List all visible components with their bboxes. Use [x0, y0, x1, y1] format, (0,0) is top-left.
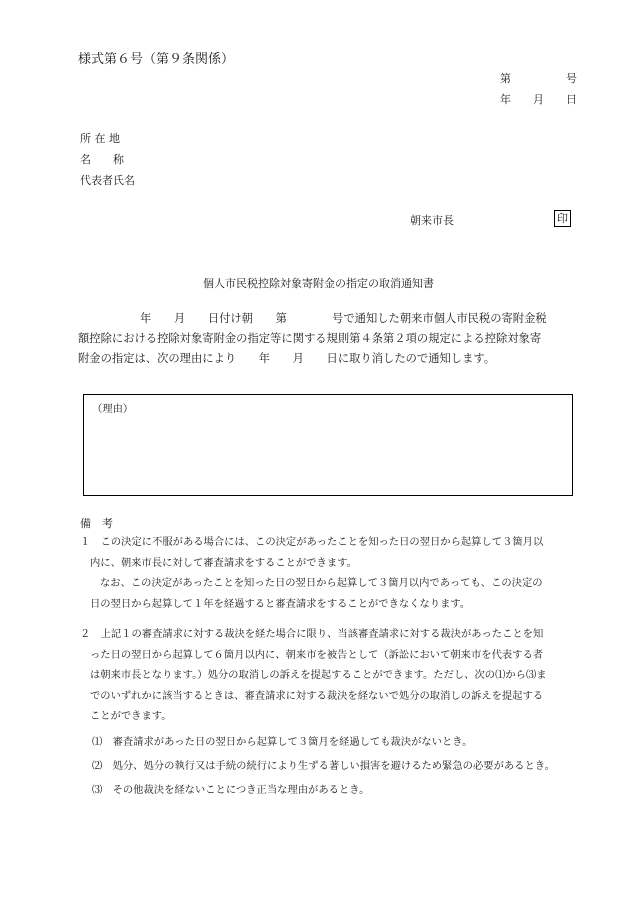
note-line: １ この決定に不服がある場合には、この決定があったことを知った日の翌日から起算して３箇月以 — [80, 536, 544, 548]
note-item-2 — [80, 624, 547, 727]
note-line: ことができます。 — [90, 710, 172, 722]
body-line: 年 月 日付け朝 第 号で通知した朝来市個人市民税の寄附金税 — [140, 312, 547, 325]
reason-label: （理由） — [92, 403, 134, 415]
address-label: 所 在 地 — [80, 132, 120, 145]
body-line: 額控除における控除対象寄附金の指定等に関する規則第４条第２項の規定による控除対象寄 — [78, 332, 542, 345]
representative-label: 代表者氏名 — [80, 174, 135, 187]
note-line: ２ 上記１の審査請求に対する裁決を経た場合に限り、当該審査請求に対する裁決があったことを知 — [80, 628, 544, 640]
reason-box — [83, 394, 573, 496]
document-title: 個人市民税控除対象寄附金の指定の取消通知書 — [203, 277, 434, 290]
document-date: 年 月 日 — [500, 93, 577, 106]
sub-item: ⑶ その他裁決を経ないことにつき正当な理由があるとき。 — [92, 784, 370, 796]
sub-item: ⑴ 審査請求があった日の翌日から起算して３箇月を経過しても裁決がないとき。 — [92, 736, 473, 748]
notes-heading: 備 考 — [80, 517, 113, 530]
note-line: 日の翌日から起算して１年を経過すると審査請求をすることができなくなります。 — [90, 597, 471, 610]
note-line: った日の翌日から起算して６箇月以内に、朝来市を被告として（訴訟において朝来市を代表する者 — [90, 648, 544, 661]
seal-label: 印 — [554, 210, 571, 227]
note-line: は朝来市長となります。）処分の取消しの訴えを提起することができます。ただし、次の⑴から⑶ま — [90, 669, 547, 681]
body-line: 附金の指定は、次の理由により 年 月 日に取り消したので通知します。 — [78, 352, 496, 365]
seal-mark — [554, 210, 571, 227]
note-item-1 — [80, 532, 543, 614]
sender-title: 朝来市長 — [410, 214, 454, 227]
note-line: でのいずれかに該当するときは、審査請求に対する裁決を経ないで処分の取消しの訴えを提起する — [90, 689, 544, 702]
note-line: 内に、朝来市長に対して審査請求をすることができます。 — [90, 556, 357, 569]
form-label: 様式第６号（第９条関係） — [78, 52, 235, 67]
note-sub-items — [92, 730, 555, 802]
document-body — [78, 309, 547, 369]
sub-item: ⑵ 処分、処分の執行又は手続の続行により生ずる著しい損害を避けるため緊急の必要があるとき。 — [92, 760, 555, 772]
document-number: 第 号 — [500, 72, 577, 85]
note-line: なお、この決定があったことを知った日の翌日から起算して３箇月以内であっても、この決定の — [100, 577, 543, 589]
name-label: 名 称 — [80, 153, 124, 166]
